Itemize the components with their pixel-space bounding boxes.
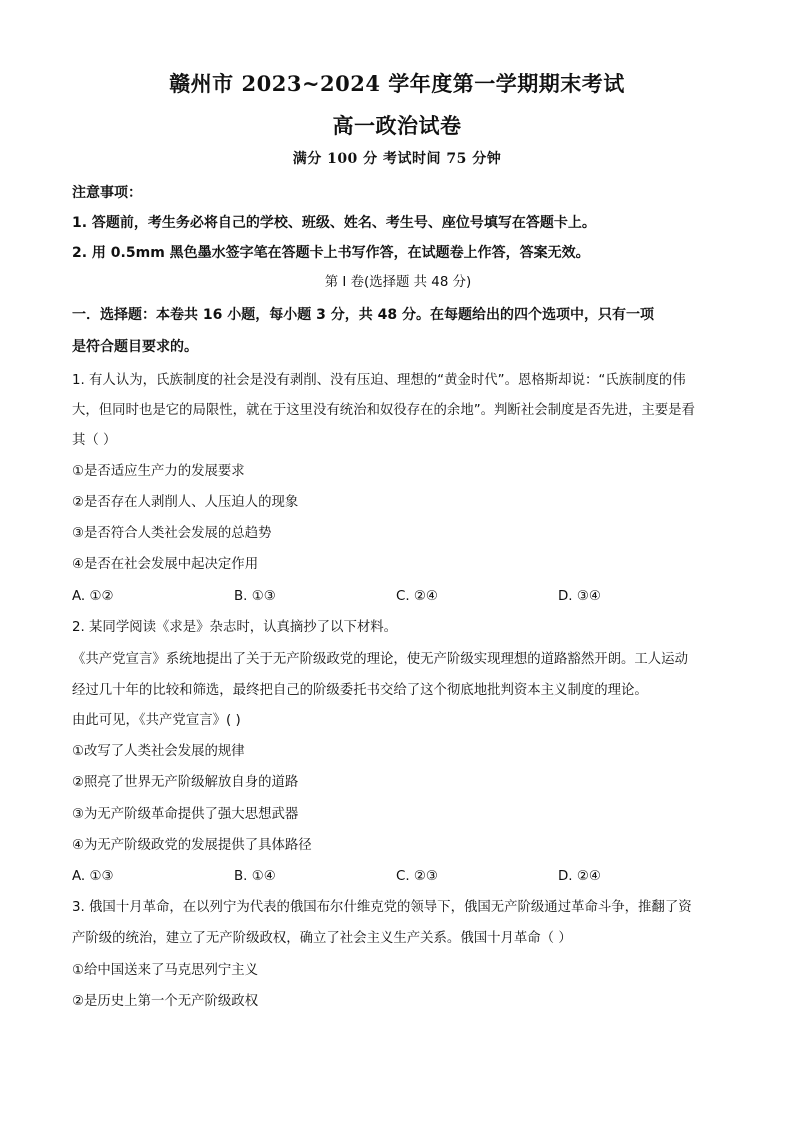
notice-item-2: 2. 用 0.5mm 黑色墨水签字笔在答题卡上书写作答，在试题卷上作答，答案无效。	[72, 245, 590, 261]
q3-stem-2: 产阶级的统治，建立了无产阶级政权，确立了社会主义生产关系。俄国十月革命（ ）	[72, 931, 572, 946]
exam-title: 赣州市 2023~2024 学年度第一学期期末考试	[169, 71, 625, 96]
notice-heading: 注意事项：	[72, 185, 142, 201]
q1-statement-2: ②是否存在人剥削人、人压迫人的现象	[72, 495, 299, 510]
score-time: 满分 100 分 考试时间 75 分钟	[292, 151, 502, 167]
q2-statement-2: ②照亮了世界无产阶级解放自身的道路	[72, 775, 299, 790]
q1-stem-1: 1. 有人认为，氏族制度的社会是没有剥削、没有压迫、理想的“黄金时代”。恩格斯却说：“氏族制度的伟	[72, 373, 686, 388]
q1-option-d: D. ③④	[558, 589, 601, 604]
q2-option-c: C. ②③	[396, 869, 438, 884]
q2-statement-4: ④为无产阶级政党的发展提供了具体路径	[72, 838, 312, 853]
q3-stem-1: 3. 俄国十月革命，在以列宁为代表的俄国布尔什维克党的领导下，俄国无产阶级通过革命斗争，推翻了资	[72, 900, 692, 915]
section-instruction-1: 一．选择题：本卷共 16 小题，每小题 3 分，共 48 分。在每题给出的四个选项中，只有一项	[72, 307, 654, 323]
q2-statement-3: ③为无产阶级革命提供了强大思想武器	[72, 807, 299, 822]
q2-option-b: B. ①④	[234, 869, 276, 884]
q2-stem-1: 2. 某同学阅读《求是》杂志时，认真摘抄了以下材料。	[72, 620, 398, 635]
q1-stem-2: 大，但同时也是它的局限性，就在于这里没有统治和奴役存在的余地”。判断社会制度是否先进，主要是看	[72, 403, 695, 418]
q1-stem-3: 其（ ）	[72, 433, 117, 448]
q2-material-1: 《共产党宣言》系统地提出了关于无产阶级政党的理论，使无产阶级实现理想的道路豁然开朗。工人运动	[72, 652, 688, 667]
q2-material-2: 经过几十年的比较和筛选，最终把自己的阶级委托书交给了这个彻底地批判资本主义制度的理论。	[72, 683, 648, 698]
q1-statement-3: ③是否符合人类社会发展的总趋势	[72, 526, 272, 541]
exam-subtitle: 高一政治试卷	[332, 113, 462, 138]
q1-statement-4: ④是否在社会发展中起决定作用	[72, 557, 259, 572]
q2-option-d: D. ②④	[558, 869, 601, 884]
q2-statement-1: ①改写了人类社会发展的规律	[72, 744, 245, 759]
q1-option-b: B. ①③	[234, 589, 276, 604]
part-title: 第 I 卷(选择题 共 48 分)	[324, 275, 472, 290]
q2-stem-2: 由此可见，《共产党宣言》( )	[72, 713, 241, 728]
q2-option-a: A. ①③	[72, 869, 114, 884]
section-instruction-2: 是符合题目要求的。	[72, 339, 198, 355]
q1-option-c: C. ②④	[396, 589, 438, 604]
q1-statement-1: ①是否适应生产力的发展要求	[72, 464, 245, 479]
q3-statement-1: ①给中国送来了马克思列宁主义	[72, 963, 259, 978]
q1-option-a: A. ①②	[72, 589, 114, 604]
q3-statement-2: ②是历史上第一个无产阶级政权	[72, 994, 259, 1009]
notice-item-1: 1. 答题前，考生务必将自己的学校、班级、姓名、考生号、座位号填写在答题卡上。	[72, 215, 596, 231]
